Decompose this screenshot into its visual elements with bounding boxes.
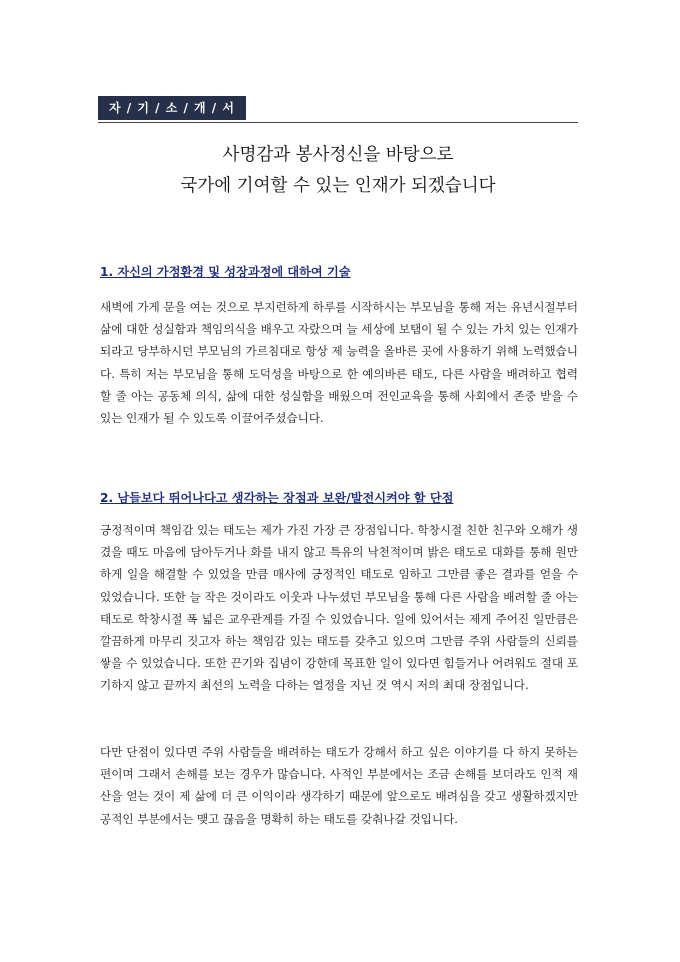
section-1-heading: 1. 자신의 가정환경 및 성장과정에 대하여 기술 <box>100 265 351 279</box>
section-2-paragraph-2: 다만 단점이 있다면 주위 사람들을 배려하는 태도가 강해서 하고 싶은 이야기를 다 하지 못하는 편이며 그래서 손해를 보는 경우가 많습니다. 사적인 부분에서는 조금 손해를 보더라도 인적 재산을 얻는 것이 제 삶에 더 큰 이익이라 생각하기 때문에 앞으로도 배려심을 갖고 생활하겠지만 공적인 부분에서는 맺고 끊음을 명확히 하는 태도를 갖춰나갈 것입니다. <box>100 745 578 826</box>
section-1-paragraph: 새벽에 가게 문을 여는 것으로 부지런하게 하루를 시작하시는 부모님을 통해 저는 유년시절부터 삶에 대한 성실함과 책임의식을 배우고 자랐으며 늘 세상에 보탬이 될 수 있는 가치 있는 인재가 되라고 당부하시던 부모님의 가르침대로 항상 제 능력을 올바른 곳에 사용하기 위해 노력했습니다. 특히 저는 부모님을 통해 도덕성을 바탕으로 한 예의바른 태도, 다른 사람을 배려하고 협력할 줄 아는 공동체 의식, 삶에 대한 성실함을 배웠으며 전인교육을 통해 사회에서 존중 받을 수 있는 인재가 될 수 있도록 이끌어주셨습니다. <box>100 300 578 426</box>
document-type-label: 자 / 기 / 소 / 개 / 서 <box>98 96 246 120</box>
section-2-paragraph-1: 긍정적이며 책임감 있는 태도는 제가 가진 가장 큰 장점입니다. 학창시절 친한 친구와 오해가 생겼을 때도 마음에 담아두거나 화를 내지 않고 특유의 낙천적이며 밝은 태도로 대화를 통해 원만하게 일을 해결할 수 있었을 만큼 매사에 긍정적인 태도로 임하고 그만큼 좋은 결과를 얻을 수 있었습니다. 또한 늘 작은 것이라도 이웃과 나누셨던 부모님을 통해 다른 사람을 배려할 줄 아는 태도로 학창시절 폭 넓은 교우관계를 가질 수 있었습니다. 일에 있어서는 제게 주어진 일만큼은 깔끔하게 마무리 짓고자 하는 책임감 있는 태도를 갖추고 있으며 그만큼 주위 사람들의 신뢰를 쌓을 수 있었습니다. 또한 끈기와 집념이 강한데 목표한 일이 있다면 힘들거나 어려워도 절대 포기하지 않고 끝까지 최선의 노력을 다하는 열정을 지닌 것 역시 저의 최대 장점입니다. <box>100 523 578 693</box>
section-2-heading: 2. 남들보다 뛰어나다고 생각하는 장점과 보완/발전시켜야 할 단점 <box>100 491 454 505</box>
main-title-line-2: 국가에 기여할 수 있는 인재가 되겠습니다 <box>180 176 496 196</box>
header-divider <box>98 122 578 123</box>
document-type-header <box>98 96 578 122</box>
main-title-line-1: 사명감과 봉사정신을 바탕으로 <box>222 145 454 165</box>
